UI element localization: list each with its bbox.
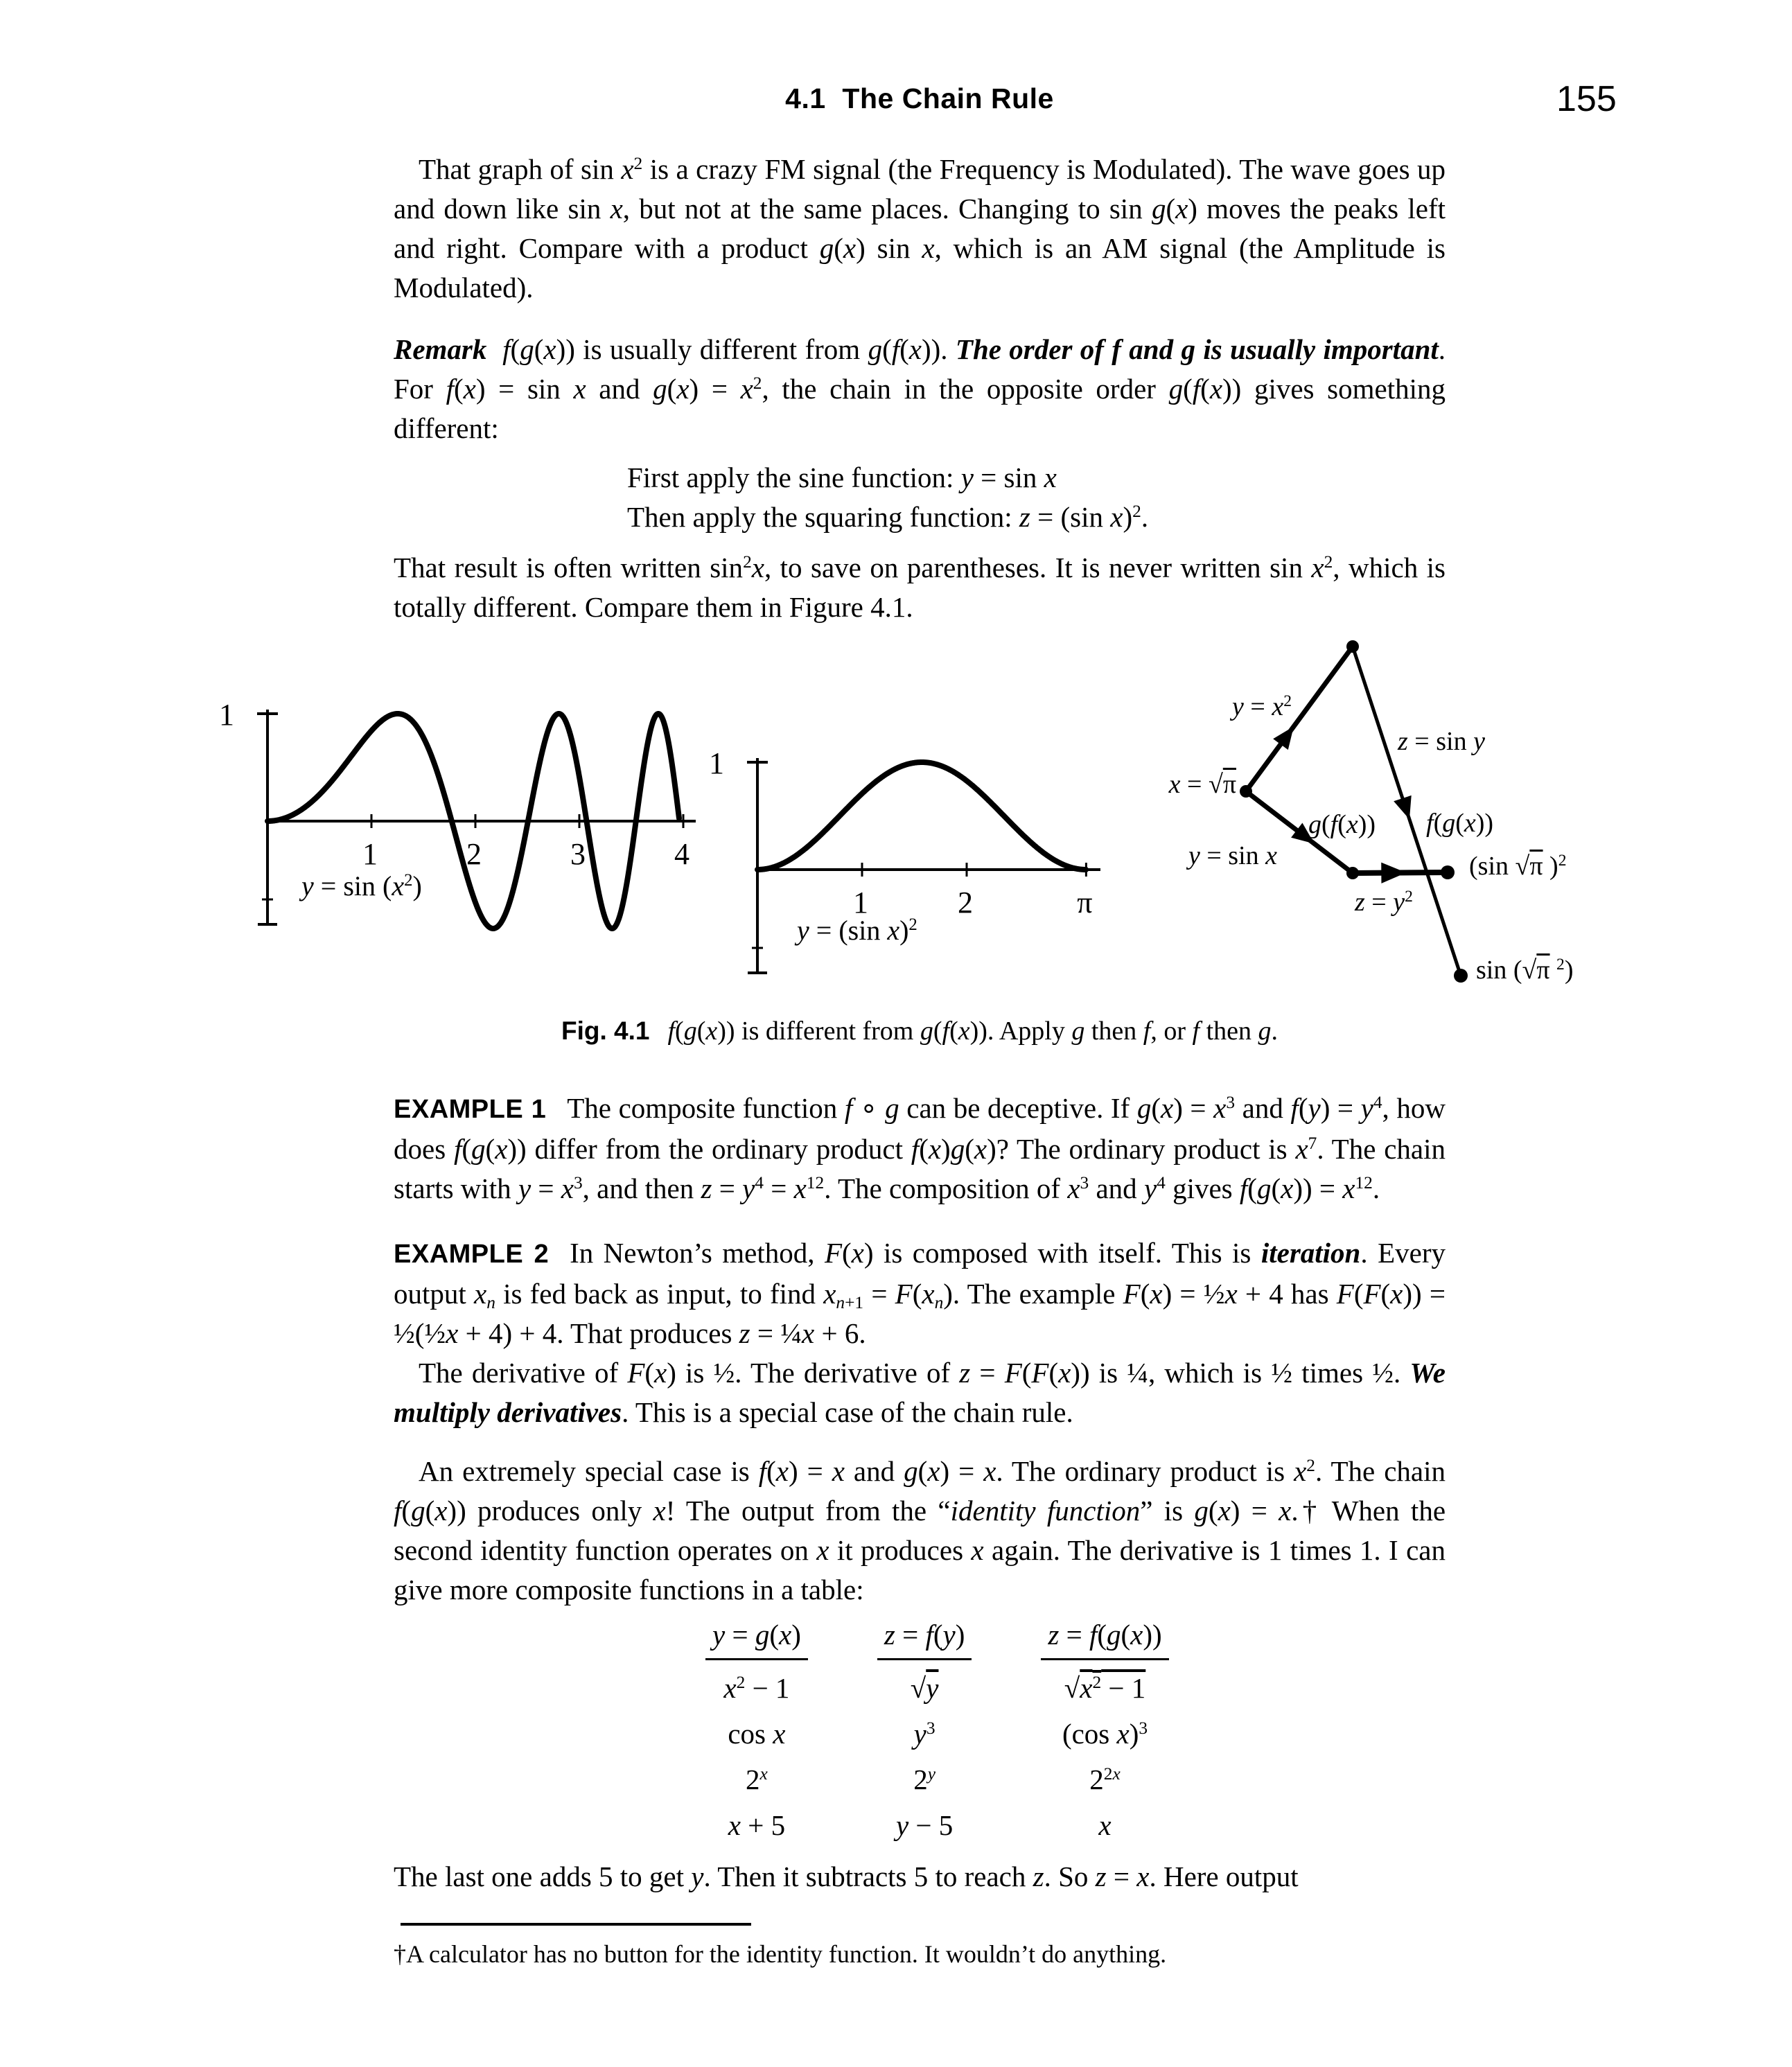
table-header: y = g(x)	[671, 1617, 843, 1662]
example-2-text: In Newton’s method, F(x) is composed with itself. This is iteration. Every output $x_n$ is fed back as input, to find $x_{n+1} = F(x_n)$. The example F(x) = ½x + 4 has F(F(x)) = ½(½x + 4) + 4. That produces z = ¼x + 6.	[394, 1237, 1446, 1349]
table-cell: $2^{2x}$	[1089, 1763, 1121, 1795]
paragraph-sin2x: That result is often written $\sin^2x$, to save on parentheses. It is never written $\sin x^2$, which is totally different. Compare them in Figure 4.1.	[394, 552, 1446, 623]
example-1	[394, 1089, 1446, 1208]
x-tick-label: 1	[362, 837, 378, 871]
figure-caption-text: f(g(x)) is different from g(f(x)). Apply g then f, or f then g.	[667, 1017, 1278, 1046]
table-row	[671, 1707, 1204, 1753]
table-cell: x + 5	[728, 1809, 786, 1841]
graph-sin-x-squared	[208, 647, 735, 979]
x-tick-label: 2	[466, 837, 482, 871]
figure-caption-label: Fig. 4.1	[561, 1017, 650, 1045]
example-2-continued: The derivative of F(x) is ½. The derivative of z = F(F(x)) is ¼, which is ½ times ½. We multiply derivatives. This is a special case of the chain rule.	[394, 1357, 1446, 1428]
paragraph-last-line: The last one adds 5 to get y. Then it subtracts 5 to reach z. So z = x. Here output	[394, 1861, 1299, 1892]
content-column	[219, 82, 1574, 1970]
label-sin-sqrt-pi-squared: (sin √π )$^2$	[1469, 852, 1567, 881]
table-header: z = f(y)	[843, 1617, 1007, 1662]
table-header-row	[671, 1617, 1204, 1662]
table-cell: y − 5	[895, 1809, 954, 1841]
table-cell: x	[1098, 1809, 1112, 1841]
table-row	[671, 1753, 1204, 1799]
x-tick-label: 3	[570, 837, 586, 871]
paragraph-fm-signal: That graph of $\sin x^2$ is a crazy FM signal (the Frequency is Modulated). The wave goes up and down like sin x, but not at the same places. Changing to sin g(x) moves the peaks left and right. Compare with a product g(x) sin x, which is an AM signal (the Amplitude is Modulated).	[394, 153, 1446, 304]
example-2	[394, 1233, 1446, 1353]
table-row	[671, 1662, 1204, 1707]
diagram-composition	[1095, 587, 1792, 1034]
graph-svg-1	[693, 695, 1140, 1028]
curve-label-sin-squared-x: y = (sin x)$^2$	[797, 915, 917, 946]
label-sin-of-sqrt-pi-2: sin (√π $^2$)	[1476, 956, 1574, 985]
y-tick-label: 1	[219, 698, 234, 732]
graph-sin-squared-x	[693, 695, 1140, 1028]
arrowhead-icon	[1381, 863, 1406, 883]
diagram-node-C	[1346, 867, 1359, 879]
display-line-sine: First apply the sine function: y = sin x	[627, 461, 1057, 493]
diagram-node-D	[1454, 969, 1468, 983]
x-tick-label: 4	[674, 837, 689, 871]
page-number: 155	[1556, 79, 1617, 119]
table-cell: (cos x)$^3$	[1062, 1718, 1148, 1750]
label-x-eq-sqrt-pi: x = √π	[1168, 770, 1236, 799]
diagram-node-A	[1240, 785, 1252, 798]
example-2-heading: EXAMPLE 2	[394, 1240, 550, 1269]
section-title: 4.1 The Chain Rule	[785, 82, 1054, 114]
paragraph-remark: Remark f(g(x)) is usually different from g(f(x)). The order of f and g is usually important. For f(x) = sin x and $g(x) = x^2$, the chain in the opposite order g(f(x)) gives something different:	[394, 333, 1446, 444]
label-z-eq-y2: $z = y^2$	[1355, 888, 1413, 917]
footnote: †A calculator has no button for the identity function. It wouldn’t do anything.	[394, 1940, 1167, 1968]
table-cell: 2$^y$	[913, 1763, 935, 1795]
table-cell: $x^2 - 1$	[723, 1672, 790, 1704]
graph-svg-0	[208, 647, 735, 979]
table-row	[671, 1799, 1204, 1845]
table-cell: cos x	[728, 1718, 786, 1750]
display-equations	[394, 458, 1446, 537]
label-f-of-g-of-x: f(g(x))	[1426, 809, 1494, 838]
curve-label-sin-x-squared: $y = \sin (x^2)$	[301, 870, 422, 901]
table-cell: √y	[910, 1672, 939, 1704]
table-cell: 2$^x$	[746, 1763, 768, 1795]
figure-4-1	[208, 633, 1792, 1007]
label-y-eq-x2: $y = x^2$	[1232, 692, 1292, 721]
example-1-text: The composite function f ∘ g can be deceptive. If $g(x) = x^3$ and $f(y) = y^4$, how does f(g(x)) differ from the ordinary product f(x)g(x)? The ordinary product is $x^7$. The chain starts with $y = x^3$, and then $z = y^4 = x^{12}$. The composition of $x^3$ and $y^4$ gives $f(g(x)) = x^{12}$.	[394, 1092, 1446, 1204]
diagram-node-B	[1346, 640, 1359, 653]
table-body	[671, 1662, 1204, 1845]
footnote-rule	[401, 1923, 751, 1926]
paragraph-identity-function: An extremely special case is f(x) = x and g(x) = x. The ordinary product is $x^2$. The chain f(g(x)) produces only x! The output from the “identity function” is g(x) = x.† When the second identity function operates on x it produces x again. The derivative is 1 times 1. I can give more composite functions in a table:	[394, 1455, 1446, 1606]
table-header: z = f(g(x))	[1006, 1617, 1203, 1662]
diagram-node-E	[1441, 865, 1455, 879]
arrowhead-icon	[1394, 795, 1412, 820]
x-tick-label: π	[1077, 886, 1093, 920]
table-cell: $√x^2 - 1$	[1064, 1672, 1146, 1704]
y-tick-label: 1	[709, 746, 724, 780]
composite-functions-table	[671, 1617, 1204, 1845]
function-curve	[757, 762, 1086, 870]
table-cell: $y^3$	[913, 1718, 935, 1750]
label-z-eq-sin-y: z = sin y	[1398, 727, 1485, 756]
label-g-of-f-of-x: g(f(x))	[1308, 810, 1376, 839]
label-y-eq-sin-x: y = sin x	[1188, 841, 1278, 870]
x-tick-label: 1	[853, 886, 868, 920]
x-tick-label: 2	[958, 886, 973, 920]
display-line-squaring: Then apply the squaring function: z = (sin x)$^2$.	[627, 501, 1149, 533]
example-1-heading: EXAMPLE 1	[394, 1095, 547, 1124]
